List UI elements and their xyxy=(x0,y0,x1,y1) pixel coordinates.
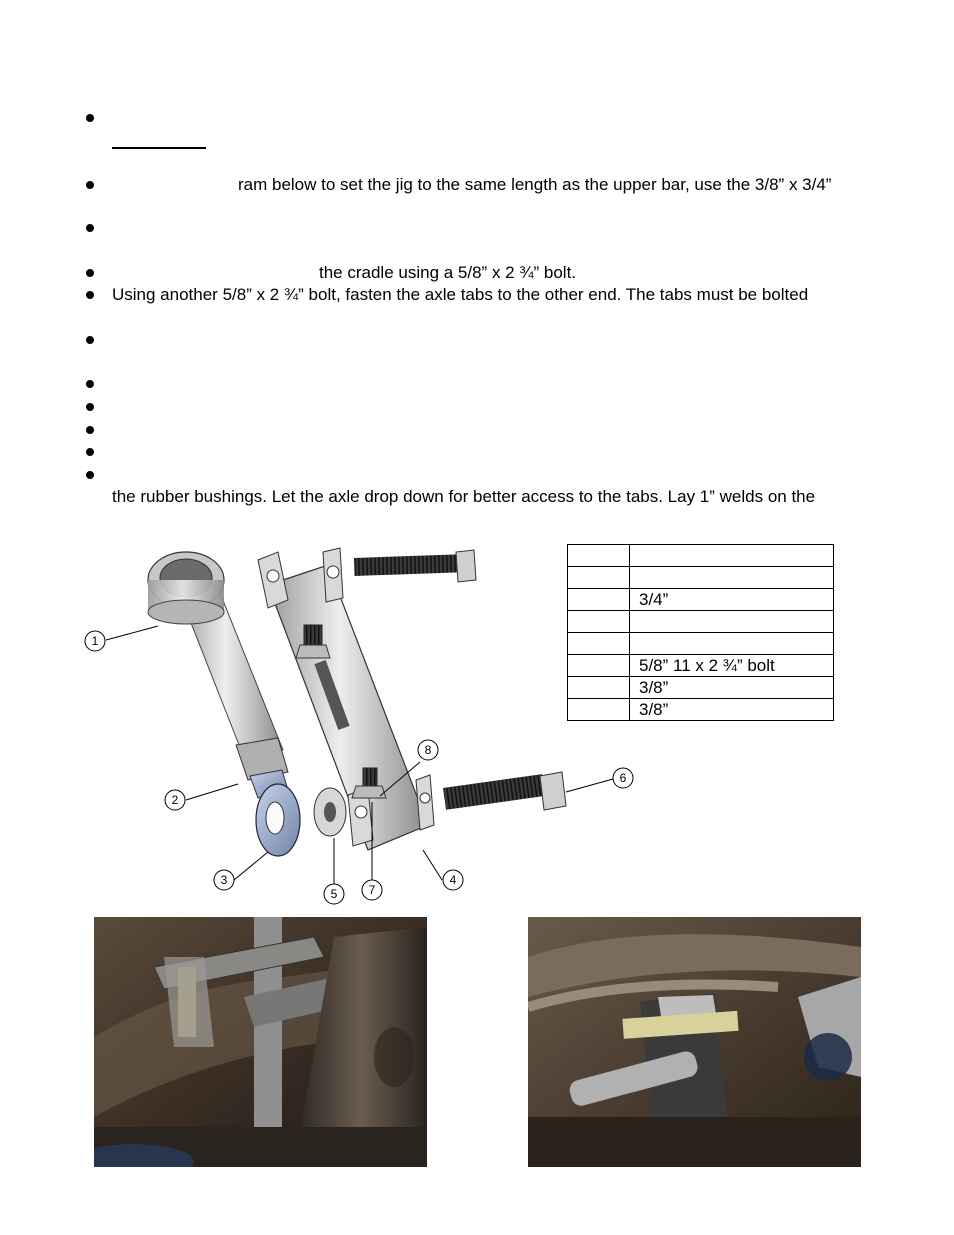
callout-1-label: 1 xyxy=(91,634,99,648)
table-cell xyxy=(630,545,834,567)
callout-4-label: 4 xyxy=(449,873,457,887)
callout-7 xyxy=(362,880,382,900)
bullet-7 xyxy=(86,380,94,388)
table-cell: 3/8” xyxy=(630,699,834,721)
instruction-line-2: ram below to set the jig to the same length as the upper bar, use the 3/8” x 3/4” xyxy=(238,175,832,194)
callout-4 xyxy=(443,870,463,890)
upper-bolt-part xyxy=(354,550,476,582)
bullet-1 xyxy=(86,114,94,122)
bullet-3 xyxy=(86,224,94,232)
callout-3 xyxy=(214,870,234,890)
table-cell xyxy=(630,567,834,589)
install-photo-left xyxy=(94,917,427,1167)
bullet-11 xyxy=(86,471,94,479)
table-cell xyxy=(630,633,834,655)
callout-5 xyxy=(324,884,344,904)
spacer-part xyxy=(314,788,346,836)
callout-2-label: 2 xyxy=(171,793,179,807)
table-cell: 3/4” xyxy=(630,589,834,611)
bullet-9 xyxy=(86,426,94,434)
instruction-line-10: the rubber bushings. Let the axle drop down for better access to the tabs. Lay 1” welds on the xyxy=(112,487,816,506)
instruction-line-5: Using another 5/8” x 2 ¾” bolt, fasten the axle tabs to the other end. The tabs must be bolted xyxy=(112,285,809,304)
bullet-2 xyxy=(86,181,94,189)
table-cell: 5/8” 11 x 2 ¾” bolt xyxy=(630,655,834,677)
callout-7-label: 7 xyxy=(368,883,376,897)
bullet-10 xyxy=(86,448,94,456)
callout-3-label: 3 xyxy=(220,873,228,887)
callout-8 xyxy=(418,740,438,760)
bullet-6 xyxy=(86,336,94,344)
instruction-line-4: the cradle using a 5/8” x 2 ¾” bolt. xyxy=(319,263,577,282)
rod-end-part xyxy=(250,770,300,856)
lower-bolt-part xyxy=(443,772,566,810)
table-cell: 3/8” xyxy=(630,677,834,699)
table-cell xyxy=(630,611,834,633)
bullet-8 xyxy=(86,403,94,411)
bullet-5 xyxy=(86,291,94,299)
callout-2 xyxy=(165,790,185,810)
callout-6 xyxy=(613,768,633,788)
callout-1 xyxy=(85,631,105,651)
install-photo-right xyxy=(528,917,861,1167)
bullet-4 xyxy=(86,269,94,277)
callout-5-label: 5 xyxy=(330,887,338,901)
callout-6-label: 6 xyxy=(619,771,627,785)
callout-8-label: 8 xyxy=(424,743,432,757)
parts-diagram xyxy=(78,540,648,910)
underline-mark xyxy=(112,147,206,149)
